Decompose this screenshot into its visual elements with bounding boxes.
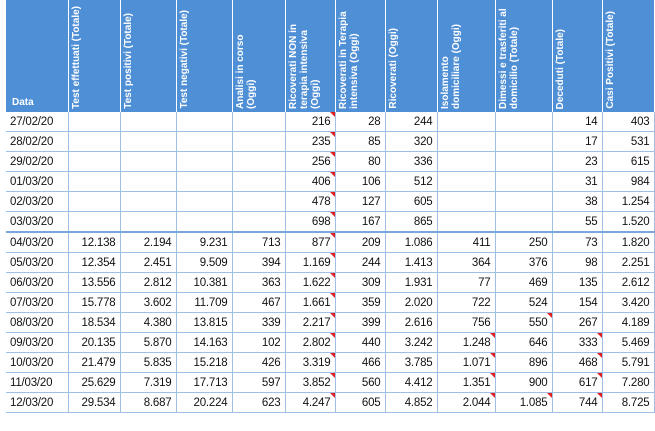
value-cell[interactable]: 11.709 [176,293,232,313]
value-cell[interactable]: 363 [232,273,285,293]
value-cell[interactable]: 1.169 [285,253,335,273]
value-cell[interactable]: 2.616 [385,313,437,333]
date-cell[interactable]: 07/03/20 [6,293,68,313]
value-cell[interactable]: 98 [552,253,602,273]
value-cell[interactable]: 4.247 [285,393,335,413]
value-cell[interactable] [68,152,120,172]
value-cell[interactable]: 244 [385,112,437,132]
column-header[interactable] [176,0,232,112]
value-cell[interactable]: 333 [552,333,602,353]
value-cell[interactable]: 38 [552,192,602,212]
table-row [6,333,654,353]
value-cell[interactable]: 865 [385,212,437,233]
value-cell[interactable] [232,152,285,172]
value-cell[interactable]: 524 [495,293,552,313]
column-header[interactable] [495,0,552,112]
table-row [6,172,654,192]
value-cell[interactable]: 21.479 [68,353,120,373]
value-cell[interactable]: 2.812 [120,273,176,293]
value-cell[interactable]: 2.194 [120,232,176,253]
value-cell[interactable]: 336 [385,152,437,172]
value-cell[interactable]: 5.791 [602,353,654,373]
value-cell[interactable] [232,132,285,152]
value-cell[interactable]: 2.044 [437,393,495,413]
value-cell[interactable] [120,212,176,233]
value-cell[interactable]: 17.713 [176,373,232,393]
value-cell[interactable]: 3.242 [385,333,437,353]
value-cell[interactable]: 617 [552,373,602,393]
date-cell[interactable]: 03/03/20 [6,212,68,233]
value-cell[interactable]: 55 [552,212,602,233]
table-row [6,253,654,273]
value-cell[interactable]: 359 [335,293,385,313]
value-cell[interactable]: 426 [232,353,285,373]
value-cell[interactable]: 756 [437,313,495,333]
value-cell[interactable] [495,172,552,192]
value-cell[interactable]: 1.085 [495,393,552,413]
value-cell[interactable]: 13.815 [176,313,232,333]
value-cell[interactable] [495,132,552,152]
column-header[interactable] [437,0,495,112]
value-cell[interactable]: 468 [552,353,602,373]
value-cell[interactable]: 698 [285,212,335,233]
value-cell[interactable]: 18.534 [68,313,120,333]
date-cell[interactable]: 05/03/20 [6,253,68,273]
value-cell[interactable]: 440 [335,333,385,353]
value-cell[interactable] [437,132,495,152]
date-cell[interactable]: 09/03/20 [6,333,68,353]
value-cell[interactable]: 127 [335,192,385,212]
value-cell[interactable] [232,172,285,192]
value-cell[interactable] [176,172,232,192]
value-cell[interactable]: 3.420 [602,293,654,313]
date-cell[interactable]: 06/03/20 [6,273,68,293]
value-cell[interactable]: 320 [385,132,437,152]
value-cell[interactable]: 605 [335,393,385,413]
date-cell[interactable]: 10/03/20 [6,353,68,373]
date-cell[interactable]: 01/03/20 [6,172,68,192]
value-cell[interactable]: 3.785 [385,353,437,373]
value-cell[interactable] [437,172,495,192]
value-cell[interactable]: 713 [232,232,285,253]
value-cell[interactable] [176,152,232,172]
value-cell[interactable] [495,112,552,132]
value-cell[interactable] [495,212,552,233]
value-cell[interactable]: 984 [602,172,654,192]
value-cell[interactable]: 364 [437,253,495,273]
value-cell[interactable] [176,212,232,233]
value-cell[interactable]: 469 [495,273,552,293]
table-row [6,353,654,373]
value-cell[interactable]: 2.612 [602,273,654,293]
value-cell[interactable]: 1.071 [437,353,495,373]
value-cell[interactable]: 73 [552,232,602,253]
value-cell[interactable]: 1.520 [602,212,654,233]
value-cell[interactable] [232,212,285,233]
value-cell[interactable] [120,192,176,212]
value-cell[interactable]: 250 [495,232,552,253]
value-cell[interactable]: 1.254 [602,192,654,212]
value-cell[interactable]: 466 [335,353,385,373]
value-cell[interactable] [68,172,120,192]
column-header-label: Ricoverati in Terapia intensiva (Oggi) [337,11,360,109]
date-cell[interactable]: 27/02/20 [6,112,68,132]
value-cell[interactable]: 4.380 [120,313,176,333]
value-cell[interactable]: 102 [232,333,285,353]
value-cell[interactable]: 15.778 [68,293,120,313]
column-header-label: Data [12,97,34,108]
value-cell[interactable]: 20.135 [68,333,120,353]
date-cell[interactable]: 12/03/20 [6,393,68,413]
value-cell[interactable]: 744 [552,393,602,413]
value-cell[interactable]: 2.217 [285,313,335,333]
value-cell[interactable]: 3.319 [285,353,335,373]
value-cell[interactable]: 17 [552,132,602,152]
value-cell[interactable]: 478 [285,192,335,212]
column-header-label: Test negativi (Totale) [178,10,190,109]
table-row [6,192,654,212]
column-header-label: Ricoverati NON in terapia intensiva (Oggi) [287,23,321,109]
value-cell[interactable]: 12.138 [68,232,120,253]
date-cell[interactable]: 08/03/20 [6,313,68,333]
table-row [6,112,654,132]
date-cell[interactable]: 02/03/20 [6,192,68,212]
value-cell[interactable]: 4.189 [602,313,654,333]
column-header-label: Ricoverati (Oggi) [387,28,399,109]
value-cell[interactable]: 14.163 [176,333,232,353]
value-cell[interactable]: 1.661 [285,293,335,313]
value-cell[interactable] [232,192,285,212]
table-row [6,393,654,413]
date-cell[interactable]: 11/03/20 [6,373,68,393]
value-cell[interactable] [176,112,232,132]
value-cell[interactable]: 244 [335,253,385,273]
value-cell[interactable] [120,152,176,172]
column-header[interactable] [6,0,68,112]
header-row [6,0,654,112]
value-cell[interactable]: 154 [552,293,602,313]
column-header[interactable] [120,0,176,112]
table-row [6,212,654,233]
value-cell[interactable]: 1.086 [385,232,437,253]
value-cell[interactable]: 339 [232,313,285,333]
value-cell[interactable]: 550 [495,313,552,333]
value-cell[interactable]: 3.852 [285,373,335,393]
value-cell[interactable]: 20.224 [176,393,232,413]
column-header[interactable] [552,0,602,112]
value-cell[interactable]: 14 [552,112,602,132]
value-cell[interactable]: 209 [335,232,385,253]
table-row [6,132,654,152]
value-cell[interactable] [120,132,176,152]
column-header[interactable] [232,0,285,112]
value-cell[interactable]: 9.231 [176,232,232,253]
value-cell[interactable]: 406 [285,172,335,192]
value-cell[interactable]: 403 [602,112,654,132]
table-row [6,152,654,172]
value-cell[interactable]: 7.280 [602,373,654,393]
value-cell[interactable] [120,172,176,192]
value-cell[interactable] [232,112,285,132]
value-cell[interactable]: 877 [285,232,335,253]
value-cell[interactable]: 1.622 [285,273,335,293]
column-header-label: Dimessi e trasferiti al domicilio (Totale) [497,8,520,109]
value-cell[interactable]: 309 [335,273,385,293]
value-cell[interactable]: 216 [285,112,335,132]
value-cell[interactable]: 597 [232,373,285,393]
value-cell[interactable]: 9.509 [176,253,232,273]
value-cell[interactable]: 15.218 [176,353,232,373]
value-cell[interactable]: 10.381 [176,273,232,293]
value-cell[interactable]: 5.870 [120,333,176,353]
column-header-label: Test effettuati (Totale) [70,6,82,109]
value-cell[interactable]: 4.412 [385,373,437,393]
value-cell[interactable]: 85 [335,132,385,152]
value-cell[interactable] [176,192,232,212]
value-cell[interactable]: 2.802 [285,333,335,353]
value-cell[interactable]: 3.602 [120,293,176,313]
value-cell[interactable]: 722 [437,293,495,313]
value-cell[interactable] [437,192,495,212]
table-row [6,293,654,313]
date-cell[interactable]: 04/03/20 [6,232,68,253]
column-header-label: Isolamento domiciliare (Oggi) [439,23,462,109]
value-cell[interactable]: 2.020 [385,293,437,313]
value-cell[interactable]: 399 [335,313,385,333]
column-header-label: Test positivi (Totale) [122,13,134,109]
value-cell[interactable]: 1.351 [437,373,495,393]
value-cell[interactable] [495,192,552,212]
value-cell[interactable] [176,132,232,152]
value-cell[interactable] [120,112,176,132]
value-cell[interactable]: 77 [437,273,495,293]
value-cell[interactable] [68,192,120,212]
table-row [6,373,654,393]
value-cell[interactable]: 376 [495,253,552,273]
value-cell[interactable]: 5.835 [120,353,176,373]
column-header-label: Analisi in corso (Oggi) [234,34,257,109]
value-cell[interactable]: 560 [335,373,385,393]
column-header[interactable] [68,0,120,112]
value-cell[interactable]: 167 [335,212,385,233]
value-cell[interactable] [437,152,495,172]
value-cell[interactable]: 29.534 [68,393,120,413]
value-cell[interactable]: 1.820 [602,232,654,253]
value-cell[interactable]: 394 [232,253,285,273]
value-cell[interactable]: 411 [437,232,495,253]
value-cell[interactable]: 1.248 [437,333,495,353]
value-cell[interactable]: 80 [335,152,385,172]
column-header[interactable] [385,0,437,112]
table-row [6,232,654,253]
value-cell[interactable]: 615 [602,152,654,172]
column-header-label: Casi Positivi (Totale) [604,11,616,109]
value-cell[interactable]: 605 [385,192,437,212]
value-cell[interactable]: 900 [495,373,552,393]
data-table [6,0,655,413]
value-cell[interactable]: 5.469 [602,333,654,353]
column-header[interactable] [335,0,385,112]
value-cell[interactable]: 28 [335,112,385,132]
date-cell[interactable]: 28/02/20 [6,132,68,152]
value-cell[interactable]: 7.319 [120,373,176,393]
value-cell[interactable]: 646 [495,333,552,353]
value-cell[interactable]: 13.556 [68,273,120,293]
table-body [6,112,654,413]
value-cell[interactable]: 1.413 [385,253,437,273]
value-cell[interactable]: 267 [552,313,602,333]
table-row [6,313,654,333]
value-cell[interactable]: 623 [232,393,285,413]
value-cell[interactable]: 2.251 [602,253,654,273]
value-cell[interactable]: 12.354 [68,253,120,273]
value-cell[interactable]: 235 [285,132,335,152]
value-cell[interactable]: 8.687 [120,393,176,413]
value-cell[interactable]: 106 [335,172,385,192]
value-cell[interactable]: 256 [285,152,335,172]
value-cell[interactable] [437,212,495,233]
value-cell[interactable] [437,112,495,132]
value-cell[interactable]: 25.629 [68,373,120,393]
value-cell[interactable]: 896 [495,353,552,373]
value-cell[interactable] [68,132,120,152]
column-header[interactable] [602,0,654,112]
value-cell[interactable] [68,212,120,233]
value-cell[interactable]: 8.725 [602,393,654,413]
value-cell[interactable]: 2.451 [120,253,176,273]
value-cell[interactable]: 512 [385,172,437,192]
value-cell[interactable]: 23 [552,152,602,172]
value-cell[interactable] [68,112,120,132]
value-cell[interactable]: 31 [552,172,602,192]
column-header-label: Deceduti (Totale) [554,28,566,109]
date-cell[interactable]: 29/02/20 [6,152,68,172]
table-row [6,273,654,293]
value-cell[interactable]: 467 [232,293,285,313]
value-cell[interactable] [495,152,552,172]
value-cell[interactable]: 135 [552,273,602,293]
value-cell[interactable]: 1.931 [385,273,437,293]
value-cell[interactable]: 531 [602,132,654,152]
column-header[interactable] [285,0,335,112]
value-cell[interactable]: 4.852 [385,393,437,413]
